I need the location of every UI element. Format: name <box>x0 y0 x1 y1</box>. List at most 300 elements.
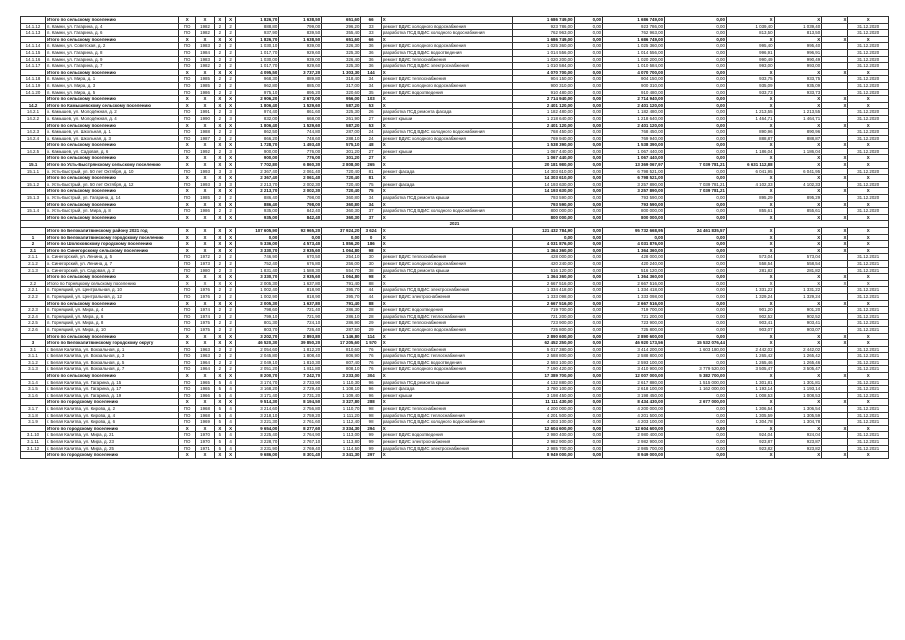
table-cell: 24 <box>361 135 381 142</box>
table-cell: 4 <box>225 406 236 413</box>
table-cell: 762 963,00 <box>512 30 574 37</box>
table-cell <box>822 76 848 83</box>
table-cell: 28 <box>361 313 381 320</box>
table-cell: 2 <box>225 56 236 63</box>
table-cell: X <box>726 452 774 459</box>
table-cell: X <box>822 188 848 195</box>
table-cell: ПО <box>179 439 196 446</box>
table-cell: 813,50 <box>726 30 774 37</box>
table-cell: 31.12.2021 <box>848 445 889 452</box>
table-cell: 28 <box>361 307 381 314</box>
table-cell: ПО <box>179 63 196 70</box>
table-cell: 5 336,00 <box>236 241 279 248</box>
table-cell: 1964 <box>196 366 215 373</box>
table-cell: 1 067 440,00 <box>603 155 665 162</box>
table-cell: 2 <box>225 76 236 83</box>
table-cell: 0,00 <box>322 234 361 241</box>
table-cell: 0,00 <box>665 102 727 109</box>
table-cell: 721 200,00 <box>512 313 574 320</box>
table-cell: 0,00 <box>665 76 727 83</box>
table-cell: 910 480,00 <box>512 89 574 96</box>
table-cell: X <box>179 36 196 43</box>
table-cell: 2 <box>215 359 226 366</box>
table-cell: 1 002,90 <box>236 293 279 300</box>
table-cell: 0,00 <box>665 36 727 43</box>
table-cell: 0,00 <box>665 17 727 24</box>
table-cell: 0,00 <box>574 49 603 56</box>
table-cell: г. Белая Калитва, ул. Вокзальная, д. 7 <box>46 366 179 373</box>
table-cell: 4 201 500,00 <box>603 412 665 419</box>
table-cell: X <box>179 399 196 406</box>
table-cell: 1 333 098,00 <box>512 293 574 300</box>
table-cell: 2 769,40 <box>279 445 322 452</box>
table-cell: 99 <box>361 432 381 439</box>
table-cell: 14.2.2 <box>21 115 46 122</box>
table-cell: п. Камни, ул. Мира, д. 3 <box>46 82 179 89</box>
table-cell: 34 <box>361 201 381 208</box>
table-cell: 937,90 <box>236 30 279 37</box>
year-header-row <box>21 221 889 228</box>
table-cell: X <box>179 234 196 241</box>
table-cell: 0,00 <box>665 432 727 439</box>
table-cell: 2 588 800,00 <box>603 353 665 360</box>
table-cell: 888,80 <box>236 23 279 30</box>
table-cell: 0,00 <box>665 359 727 366</box>
table-cell: 3.1.3 <box>21 366 46 373</box>
table-cell <box>822 135 848 142</box>
table-cell: 420 240,00 <box>512 260 574 267</box>
table-cell <box>822 267 848 274</box>
table-cell: 2 <box>225 326 236 333</box>
table-cell: 1 111,20 <box>322 412 361 419</box>
table-cell: 8 277,60 <box>279 425 322 432</box>
total-row <box>21 155 889 162</box>
table-cell: Итого по Горняцкому сельскому поселению <box>46 280 179 287</box>
table-cell: 2 045,80 <box>236 353 279 360</box>
table-cell: г. Белая Калитва, ул. Вокзальная, д. 5 <box>46 359 179 366</box>
table-cell: ремонт ВДИС электроснабжения <box>381 439 512 446</box>
table-cell: 2 <box>225 23 236 30</box>
table-cell: 903,07 <box>774 326 822 333</box>
table-cell: 31.12.2021 <box>848 379 889 386</box>
table-cell: 95 732 668,95 <box>603 228 665 235</box>
table-cell: ремонт фасада <box>381 386 512 393</box>
table-cell: 1 017,70 <box>236 49 279 56</box>
table-cell: 37 <box>361 214 381 221</box>
table-cell: 14.1.13 <box>21 30 46 37</box>
table-cell: X <box>726 234 774 241</box>
table-cell: X <box>726 102 774 109</box>
table-cell: 800 000,00 <box>512 208 574 215</box>
table-cell: х. Синегорский, ул. Ленина, д. 7 <box>46 260 179 267</box>
table-cell: X <box>381 214 512 221</box>
total-row <box>21 122 889 129</box>
table-cell: 900,00 <box>236 148 279 155</box>
table-cell: ПО <box>179 254 196 261</box>
table-cell: 0,00 <box>574 353 603 360</box>
table-cell: 31.12.2021 <box>848 307 889 314</box>
table-cell: 2 <box>215 195 226 202</box>
table-cell: 98 <box>361 406 381 413</box>
table-cell: X <box>225 17 236 24</box>
table-cell: 2 <box>225 366 236 373</box>
table-cell: X <box>822 69 848 76</box>
table-cell: 862,50 <box>236 129 279 136</box>
table-cell: 806,90 <box>322 353 361 360</box>
table-cell: 923,82 <box>774 445 822 452</box>
table-cell: 0,00 <box>665 293 727 300</box>
table-cell: 31.12.2021 <box>848 359 889 366</box>
table-cell: 933,75 <box>726 76 774 83</box>
table-cell: 31.12.2021 <box>848 419 889 426</box>
table-cell: X <box>381 452 512 459</box>
table-cell: X <box>726 333 774 340</box>
table-cell: 281,82 <box>726 267 774 274</box>
table-cell: 98 <box>361 419 381 426</box>
table-cell: ПО <box>179 320 196 327</box>
total-row <box>21 399 889 406</box>
table-cell: 2 054,60 <box>236 346 279 353</box>
table-cell: 2 <box>215 89 226 96</box>
table-cell: 1 831,40 <box>236 267 279 274</box>
table-cell: 2 <box>215 49 226 56</box>
table-cell: 38 <box>361 267 381 274</box>
table-cell: 30 <box>361 254 381 261</box>
table-cell: 0,00 <box>574 247 603 254</box>
table-cell: 2 714 940,00 <box>512 96 574 103</box>
table-cell <box>822 30 848 37</box>
table-cell: 0,00 <box>574 155 603 162</box>
table-cell: X <box>774 247 822 254</box>
table-cell: 2 <box>225 43 236 50</box>
table-cell: 720,40 <box>322 168 361 175</box>
table-cell: 768 450,00 <box>512 129 574 136</box>
table-cell: 558,54 <box>726 260 774 267</box>
table-cell: X <box>774 69 822 76</box>
table-cell: 1 014 556,00 <box>603 49 665 56</box>
table-cell: 3 <box>225 115 236 122</box>
table-cell: 5 <box>215 392 226 399</box>
table-cell: 0,00 <box>665 326 727 333</box>
table-cell: 2 <box>215 23 226 30</box>
table-cell: 395,70 <box>322 287 361 294</box>
table-cell: п. Горняцкий, ул. Мира, д. 4 <box>46 307 179 314</box>
table-cell: 1 306,54 <box>774 406 822 413</box>
table-cell: 888,87 <box>774 135 822 142</box>
table-cell: X <box>381 188 512 195</box>
table-cell: ремонт ВДИС холодного водоснабжения <box>381 43 512 50</box>
table-cell: 2 <box>225 293 236 300</box>
table-cell: 1 304,78 <box>774 419 822 426</box>
table-cell: 1992 <box>196 148 215 155</box>
table-cell: 5 <box>215 386 226 393</box>
table-cell: 317,00 <box>322 82 361 89</box>
table-cell: 1 638,50 <box>279 36 322 43</box>
table-cell: 14.1.19 <box>21 82 46 89</box>
table-cell: Итого по Шолоховскому городскому поселению <box>46 241 179 248</box>
table-cell: 46 920 173,56 <box>603 340 665 347</box>
table-cell: 4 031 876,00 <box>603 241 665 248</box>
table-cell: 6 041,95 <box>726 168 774 175</box>
table-cell: 0,00 <box>574 280 603 287</box>
table-cell: X <box>848 17 889 24</box>
table-cell: 3.1 <box>21 346 46 353</box>
table-cell: 1 109,40 <box>322 392 361 399</box>
table-cell: 31.12.2020 <box>848 115 889 122</box>
table-cell: 1993 <box>196 168 215 175</box>
table-cell: ремонт ВДИС водоотведения <box>381 89 512 96</box>
table-cell: 3 <box>225 148 236 155</box>
table-cell: 0,00 <box>665 313 727 320</box>
table-cell: 1 333 098,00 <box>603 293 665 300</box>
table-cell: 48 <box>361 142 381 149</box>
table-cell: г. Белая Калитва, ул. Гагарина, д. 19 <box>46 392 179 399</box>
table-cell: X <box>381 175 512 182</box>
table-cell: 900 310,00 <box>512 82 574 89</box>
table-cell: 2 731,20 <box>279 392 322 399</box>
table-cell: 98 <box>361 247 381 254</box>
table-cell: 720,40 <box>322 181 361 188</box>
table-cell: 995,40 <box>726 43 774 50</box>
table-cell: Итого по сельскому поселению <box>46 122 179 129</box>
table-cell: 14.2.4 <box>21 135 46 142</box>
table-cell: Итого по сельскому поселению <box>46 69 179 76</box>
table-cell: X <box>726 69 774 76</box>
total-row <box>21 340 889 347</box>
table-cell: 2 <box>225 307 236 314</box>
table-cell: ремонт ВДИС теплоснабжения <box>381 254 512 261</box>
table-cell: 808,10 <box>322 366 361 373</box>
table-cell: 1963 <box>196 353 215 360</box>
table-cell: X <box>196 201 215 208</box>
table-cell: 31.12.2020 <box>848 76 889 83</box>
table-cell: 900,00 <box>236 155 279 162</box>
table-cell: 2 <box>215 43 226 50</box>
table-cell: 81 <box>361 168 381 175</box>
table-cell: X <box>179 201 196 208</box>
table-cell: 5 382 700,00 <box>665 373 727 380</box>
table-cell: 3 171,40 <box>236 392 279 399</box>
table-cell <box>21 69 46 76</box>
table-cell: 0,00 <box>574 23 603 30</box>
table-cell: 36 <box>361 56 381 63</box>
table-cell: 14.1.12 <box>21 23 46 30</box>
table-cell: 1970 <box>196 439 215 446</box>
table-cell: X <box>215 228 226 235</box>
table-cell: 990,49 <box>726 56 774 63</box>
table-cell: 4 573,40 <box>279 241 322 248</box>
table-cell: 2 <box>21 241 46 248</box>
table-cell: 4 <box>225 445 236 452</box>
table-cell: 9 514,30 <box>236 399 279 406</box>
table-cell: X <box>225 69 236 76</box>
table-cell: 0,00 <box>665 280 727 287</box>
table-cell: 2 893,80 <box>279 333 322 340</box>
table-cell: 1 305,59 <box>774 412 822 419</box>
table-cell: х. Усть-Быстрый, ул. 50 лет Октября, д. 12 <box>46 181 179 188</box>
table-cell: X <box>179 69 196 76</box>
table-cell <box>822 379 848 386</box>
table-cell: 866,20 <box>236 135 279 142</box>
table-cell: 6 860,30 <box>279 162 322 169</box>
table-cell: X <box>215 340 226 347</box>
table-cell: 254,10 <box>322 254 361 261</box>
table-cell: 4 102,33 <box>774 181 822 188</box>
table-cell: 326,30 <box>322 43 361 50</box>
table-cell <box>822 195 848 202</box>
table-cell: 0,00 <box>665 214 727 221</box>
table-cell: 1963 <box>196 346 215 353</box>
table-cell: 4 070 700,00 <box>512 69 574 76</box>
table-cell: 2 985 700,00 <box>512 445 574 452</box>
table-cell <box>822 445 848 452</box>
table-cell: X <box>179 228 196 235</box>
table-cell: 573,04 <box>774 254 822 261</box>
table-cell: X <box>215 188 226 195</box>
table-cell: г. Белая Калитва, ул. Кирова, д. 6 <box>46 419 179 426</box>
table-cell: 0,00 <box>574 432 603 439</box>
table-cell: 31.12.2021 <box>848 254 889 261</box>
table-cell: 5 <box>215 445 226 452</box>
table-cell <box>21 188 46 195</box>
table-cell: 1 856,20 <box>322 241 361 248</box>
table-cell: 31.12.2021 <box>848 386 889 393</box>
table-cell: 360,30 <box>322 208 361 215</box>
table-cell: 0,00 <box>574 412 603 419</box>
table-cell: 1 364 360,00 <box>603 274 665 281</box>
table-cell: ремонт ВДИС холодного водоснабжения <box>381 326 512 333</box>
table-cell: 31.12.2021 <box>848 313 889 320</box>
table-cell: 7 039 781,21 <box>665 162 727 169</box>
table-cell: 933,73 <box>726 89 774 96</box>
table-cell: 2 401 120,00 <box>603 102 665 109</box>
table-cell: 2 401 120,00 <box>603 122 665 129</box>
table-cell: X <box>774 234 822 241</box>
table-cell: 2 <box>215 30 226 37</box>
table-cell: 726,40 <box>279 326 322 333</box>
table-cell <box>21 155 46 162</box>
table-cell: 1 588,30 <box>279 267 322 274</box>
table-cell: X <box>381 234 512 241</box>
table-cell: 0,00 <box>512 234 574 241</box>
table-cell: 803,70 <box>236 326 279 333</box>
table-cell: 929,60 <box>279 49 322 56</box>
table-cell: 3 257 890,00 <box>603 181 665 188</box>
table-cell: X <box>822 425 848 432</box>
total-row <box>21 36 889 43</box>
table-cell: 1966 <box>196 392 215 399</box>
table-cell: 0,00 <box>574 445 603 452</box>
table-cell: 286,30 <box>322 307 361 314</box>
table-cell: 723 900,00 <box>512 320 574 327</box>
table-cell: X <box>774 280 822 287</box>
table-cell: 1971 <box>196 445 215 452</box>
table-cell: X <box>774 36 822 43</box>
table-cell: 3 221,30 <box>236 419 279 426</box>
table-cell: 75 <box>361 181 381 188</box>
table-cell: 2 401 120,00 <box>512 102 574 109</box>
table-cell: 0,00 <box>574 96 603 103</box>
table-cell: 956,00 <box>322 96 361 103</box>
table-cell: 5 <box>215 412 226 419</box>
table-cell: 288,10 <box>322 135 361 142</box>
table-cell: 0,00 <box>665 247 727 254</box>
table-cell: 37 924,20 <box>322 228 361 235</box>
table-row <box>21 63 889 70</box>
table-cell: 121 432 784,90 <box>512 228 574 235</box>
table-cell: X <box>179 373 196 380</box>
table-cell: X <box>822 175 848 182</box>
table-cell: 81 <box>361 175 381 182</box>
table-cell: X <box>774 274 822 281</box>
table-cell: 0,00 <box>665 23 727 30</box>
table-cell: 0,00 <box>665 82 727 89</box>
table-cell: 15.1.3 <box>21 195 46 202</box>
table-row <box>21 49 889 56</box>
table-cell: 0,00 <box>574 102 603 109</box>
table-cell: 4 203 100,00 <box>603 419 665 426</box>
table-cell: 798,00 <box>279 201 322 208</box>
table-cell: 903,07 <box>726 326 774 333</box>
table-cell: 7 242,70 <box>279 373 322 380</box>
table-cell: 2 767,10 <box>279 439 322 446</box>
table-cell: 721,90 <box>279 313 322 320</box>
table-cell: 186 <box>361 241 381 248</box>
table-row <box>21 445 889 452</box>
table-cell: 0,00 <box>574 320 603 327</box>
table-row <box>21 313 889 320</box>
table-cell: 0,00 <box>665 201 727 208</box>
table-cell: п. Горняцкий, ул. Центральная, д. 12 <box>46 293 179 300</box>
table-cell: п. Горняцкий, ул. Мира, д. 6 <box>46 313 179 320</box>
table-cell: Итого по сельскому поселению <box>46 175 179 182</box>
table-cell: 923,82 <box>726 445 774 452</box>
table-cell: X <box>196 280 215 287</box>
table-cell: ПО <box>179 56 196 63</box>
table-cell: 1986 <box>196 208 215 215</box>
table-cell: разработка ПСД ремонта фасада <box>381 109 512 116</box>
table-cell: 1 067 440,00 <box>603 148 665 155</box>
total-row <box>21 241 889 248</box>
table-cell: 420 240,00 <box>603 260 665 267</box>
table-cell: 1 186,04 <box>774 148 822 155</box>
table-cell: ПО <box>179 412 196 419</box>
table-cell: 2 890 600,00 <box>512 333 574 340</box>
table-cell: 12 604 600,00 <box>603 425 665 432</box>
table-cell: 62 452 250,00 <box>512 340 574 347</box>
table-cell: 1975 <box>196 320 215 327</box>
table-cell: 53 <box>361 122 381 129</box>
table-cell: 31.12.2021 <box>848 293 889 300</box>
table-cell: X <box>381 247 512 254</box>
table-cell: 31.12.2021 <box>848 320 889 327</box>
table-cell: 304 <box>361 373 381 380</box>
table-cell <box>822 115 848 122</box>
table-cell: 2 <box>225 30 236 37</box>
table-cell: 2 <box>225 346 236 353</box>
table-row <box>21 109 889 116</box>
table-cell: 1970 <box>196 432 215 439</box>
table-row <box>21 280 889 287</box>
table-cell: X <box>726 399 774 406</box>
table-cell: X <box>196 300 215 307</box>
table-cell: 0,00 <box>665 241 727 248</box>
table-cell: 2.1.2 <box>21 260 46 267</box>
table-cell: X <box>215 373 226 380</box>
table-cell: 31.12.2021 <box>848 432 889 439</box>
table-cell: 0,00 <box>665 43 727 50</box>
total-row <box>21 69 889 76</box>
